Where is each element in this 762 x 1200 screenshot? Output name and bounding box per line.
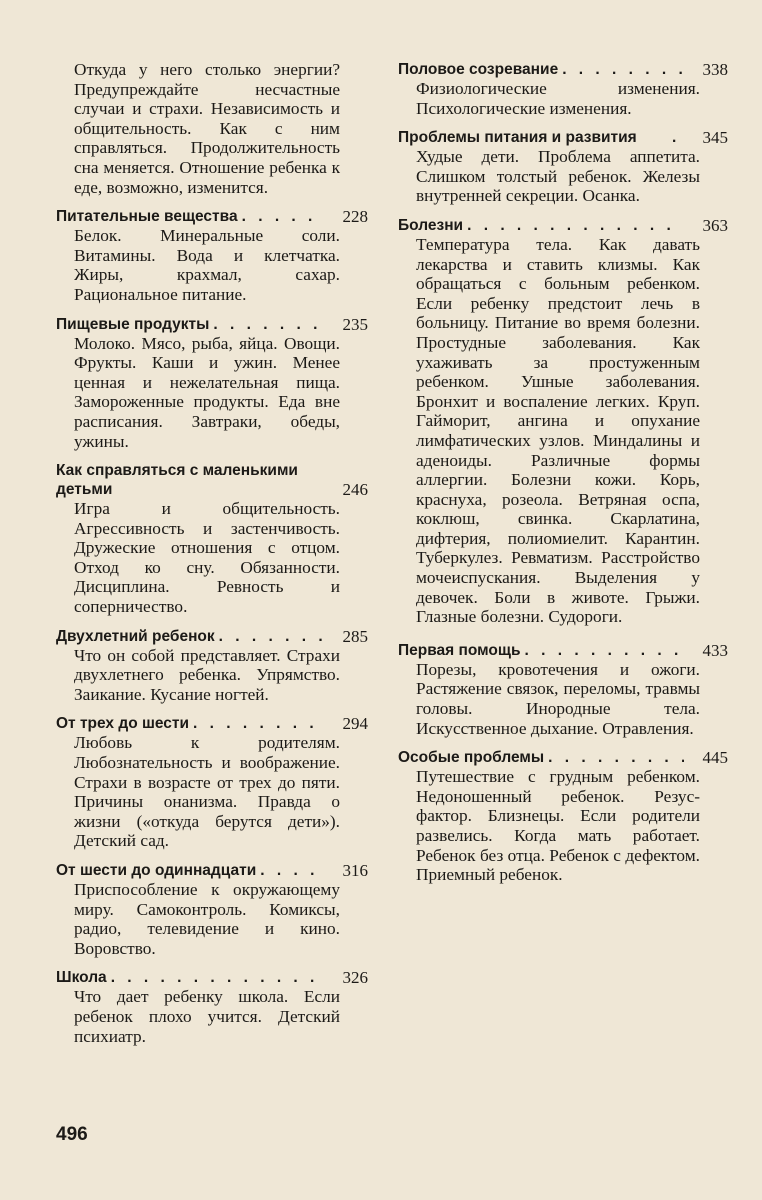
entry-title: От трех до шести	[56, 715, 190, 733]
entry-page: 235	[342, 314, 368, 334]
toc-entry	[56, 627, 368, 705]
entry-description: Белок. Минеральные соли. Витамины. Вода и клетчатка. Жиры, крахмал, сахар. Рациональное питание.	[74, 226, 340, 304]
entry-description: Что дает ребенку школа. Если ребенок плохо учится. Детский психиатр.	[74, 987, 340, 1046]
toc-entry	[56, 315, 368, 452]
entry-page: 246	[342, 480, 368, 500]
toc-entry	[56, 968, 368, 1046]
entry-title: Двухлетний ребенок	[56, 627, 215, 645]
toc-entry	[56, 861, 368, 958]
entry-title: Болезни	[398, 216, 464, 234]
entry-description: Приспособление к окружающему миру. Самоконтроль. Комиксы, радио, телевидение и кино. Воровство.	[74, 880, 340, 958]
entry-title: Питательные вещества	[56, 208, 238, 226]
toc-entry	[398, 641, 728, 738]
entry-page: 326	[342, 968, 368, 988]
entry-title: Половое созревание	[398, 61, 559, 78]
continued-description: Откуда у него столько энергии? Предупреждайте несчастные случаи и страхи. Независимость и общительность. Как с ним справляться. Продолжительность сна меняется. Отношение ребенка к еде, возможно, изменится.	[74, 60, 340, 197]
entry-description: Молоко. Мясо, рыба, яйца. Овощи. Фрукты. Каши и ужин. Менее ценная и нежелательная пища. Замороженные продукты. Еда вне расписания. Завтраки, обеды, ужины.	[74, 333, 340, 451]
entry-title: Пищевые продукты	[56, 315, 210, 333]
entry-title: Как справляться с маленькими детьми	[56, 462, 298, 499]
entry-title: Проблемы питания и развития	[398, 129, 637, 147]
entry-page: 433	[702, 640, 728, 660]
entry-description: Худые дети. Проблема аппетита. Слишком толстый ребенок. Железы внутренней секреции. Осанка.	[416, 147, 700, 206]
entry-description: Игра и общительность. Агрессивность и застенчивость. Дружеские отношения с отцом. Отход ко сну. Обязанности. Дисциплина. Ревность и соперничество.	[74, 499, 340, 617]
entry-description: Любовь к родителям. Любознательность и воображение. Страхи в возрасте от трех до пяти. Причины онанизма. Правда о жизни («откуда берутся дети»). Детский сад.	[74, 733, 340, 851]
right-column	[398, 60, 728, 895]
entry-title: Особые проблемы	[398, 749, 545, 767]
entry-title: Первая помощь	[398, 641, 521, 659]
entry-title: От шести до одиннадцати	[56, 862, 257, 879]
entry-description: Что он собой представляет. Страхи двухлетнего ребенка. Упрямство. Заикание. Кусание ногтей.	[74, 645, 340, 704]
entry-page: 285	[342, 626, 368, 646]
entry-description: Температура тела. Как давать лекарства и ставить клизмы. Как обращаться с больным ребенком. Если ребенку предстоит лечь в больницу. Питание во время болезни. Простудные заболевания. Как ухаживать за простуженным ребенком. Ушные заболевания. Бронхит и воспаление легких. Круп. Гайморит, ангина и опухание лимфатических узлов. Миндалины и аденоиды. Различные формы аллергии. Болезни кожи. Корь, краснуха, розеола. Ветряная оспа, коклюш, свинка. Скарлатина, дифтерия, полиомиелит. Карантин. Туберкулез. Ревматизм. Расстройство мочеиспускания. Выделения у девочек. Боли в животе. Грыжи. Глазные болезни. Судороги.	[416, 234, 700, 627]
entry-page: 445	[702, 748, 728, 768]
toc-entry	[56, 461, 368, 617]
entry-page: 338	[702, 60, 728, 79]
entry-page: 294	[342, 714, 368, 734]
entry-page: 345	[702, 128, 728, 148]
entry-description: Порезы, кровотечения и ожоги. Растяжение связок, переломы, травмы головы. Инородные тела. Искусственное дыхание. Отравления.	[416, 659, 700, 738]
toc-entry	[398, 216, 728, 627]
toc-entry	[398, 60, 728, 118]
entry-title: Школа	[56, 969, 107, 987]
toc-entry	[56, 207, 368, 304]
entry-page: 363	[702, 215, 728, 235]
entry-description: Физиологические изменения. Психологические изменения.	[416, 79, 700, 118]
toc-entry	[398, 748, 728, 885]
entry-page: 228	[342, 207, 368, 227]
entry-description: Путешествие с грудным ребенком. Недоношенный ребенок. Резус-фактор. Близнецы. Если родители развелись. Когда мать работает. Ребенок без отца. Ребенок с дефектом. Приемный ребенок.	[416, 767, 700, 885]
left-column	[56, 60, 368, 1056]
toc-entry	[398, 128, 728, 206]
entry-page: 316	[342, 861, 368, 880]
page-number: 496	[56, 1124, 88, 1145]
toc-entry	[56, 714, 368, 851]
